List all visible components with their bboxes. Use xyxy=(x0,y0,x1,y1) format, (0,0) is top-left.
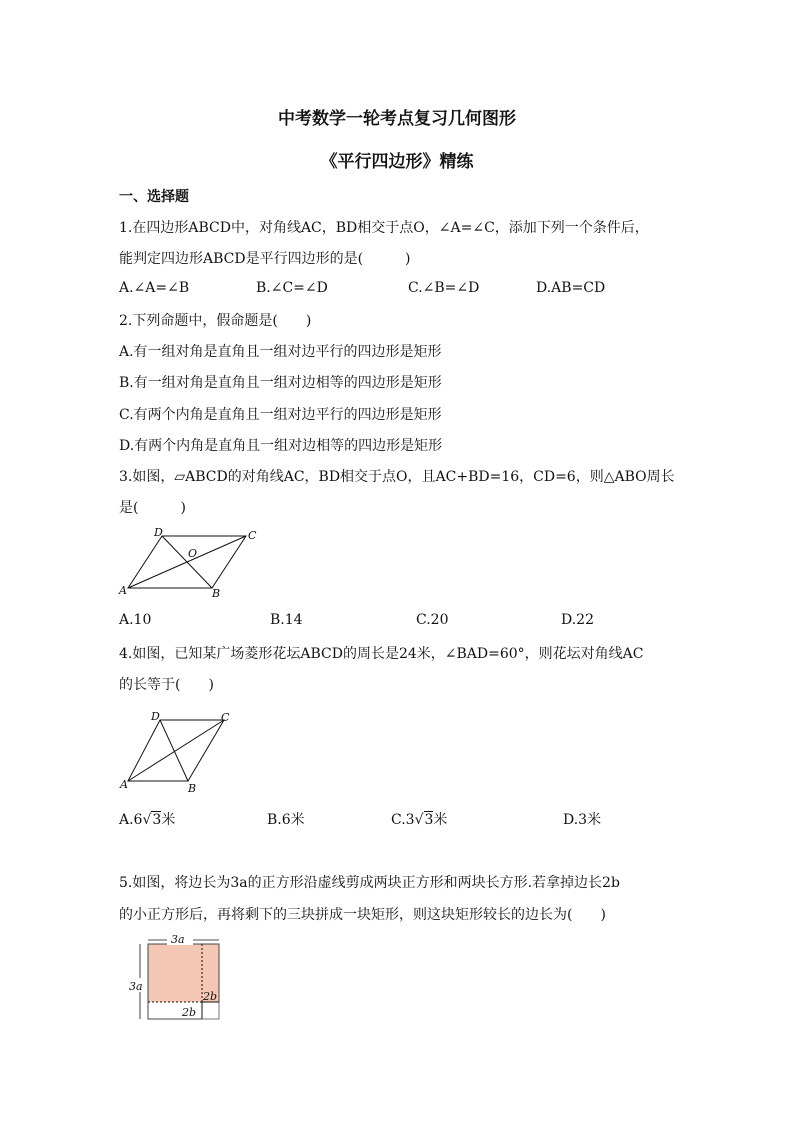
q4-option-d: D.3米 xyxy=(563,812,602,828)
q3-stem-line1: 3.如图，▱ABCD的对角线AC，BD相交于点O，且AC+BD=16，CD=6，则△ABO周长 xyxy=(119,469,675,485)
q1-option-b: B.∠C=∠D xyxy=(256,280,328,296)
q3-label-o: O xyxy=(188,547,198,560)
q3-parallelogram-figure xyxy=(118,526,268,600)
q5-square-figure xyxy=(124,930,228,1026)
q4-rhombus-figure xyxy=(118,708,238,794)
q3-option-d: D.22 xyxy=(561,612,594,628)
q1-option-c: C.∠B=∠D xyxy=(408,280,480,296)
section-heading: 一、选择题 xyxy=(119,189,189,205)
q5-label-left: 3a xyxy=(129,980,143,993)
q1-option-a: A.∠A=∠B xyxy=(119,280,190,296)
q3-label-a: A xyxy=(119,584,127,597)
sqrt-sign: √3 xyxy=(414,812,434,828)
q3-label-b: B xyxy=(212,587,221,600)
q2-option-a: A.有一组对角是直角且一组对边平行的四边形是矩形 xyxy=(119,344,442,360)
q3-option-c: C.20 xyxy=(416,612,449,628)
q3-diagonal-bd xyxy=(162,536,212,588)
q4-label-d: D xyxy=(151,710,160,723)
q2-option-d: D.有两个内角是直角且一组对边相等的四边形是矩形 xyxy=(119,438,443,454)
q4-option-a: A.6√3米 xyxy=(119,812,176,828)
q4-label-a: A xyxy=(120,778,128,791)
q2-stem: 2.下列命题中，假命题是( ) xyxy=(119,313,312,329)
q4-stem-line1: 4.如图，已知某广场菱形花坛ABCD的周长是24米，∠BAD=60°，则花坛对角线AC xyxy=(119,646,644,662)
q3-label-c: C xyxy=(248,529,257,542)
q4-diagonal-ac xyxy=(128,720,224,781)
q1-stem-line1: 1.在四边形ABCD中，对角线AC，BD相交于点O，∠A=∠C，添加下列一个条件后， xyxy=(119,220,649,236)
q4-label-b: B xyxy=(188,782,197,794)
q3-stem-line2: 是( ) xyxy=(119,500,186,516)
q2-option-c: C.有两个内角是直角且一组对边平行的四边形是矩形 xyxy=(119,407,442,423)
page-subtitle: 《平行四边形》精练 xyxy=(320,152,474,172)
q5-stem-line2: 的小正方形后，再将剩下的三块拼成一块矩形，则这块矩形较长的边长为( ) xyxy=(119,907,606,923)
q4-stem-line2: 的长等于( ) xyxy=(119,677,214,693)
q3-label-d: D xyxy=(154,526,163,539)
sqrt-sign: √3 xyxy=(142,812,162,828)
q4-diagonal-bd xyxy=(160,720,188,781)
q5-removed-square xyxy=(202,1002,219,1019)
q1-option-d: D.AB=CD xyxy=(536,280,606,296)
q4-option-b: B.6米 xyxy=(267,812,305,828)
q5-stem-line1: 5.如图，将边长为3a的正方形沿虚线剪成两块正方形和两块长方形.若拿掉边长2b xyxy=(119,875,620,891)
q3-option-a: A.10 xyxy=(119,612,152,628)
q3-option-b: B.14 xyxy=(270,612,303,628)
q5-label-bottom: 2b xyxy=(182,1006,197,1019)
q4-option-c: C.3√3米 xyxy=(391,812,448,828)
page-title: 中考数学一轮考点复习几何图形 xyxy=(278,109,516,129)
q1-stem-line2: 能判定四边形ABCD是平行四边形的是( ) xyxy=(119,251,411,267)
q2-option-b: B.有一组对角是直角且一组对边相等的四边形是矩形 xyxy=(119,375,442,391)
q4-label-c: C xyxy=(221,711,230,724)
q5-label-right: 2b xyxy=(203,990,218,1003)
q5-label-top: 3a xyxy=(171,933,185,946)
